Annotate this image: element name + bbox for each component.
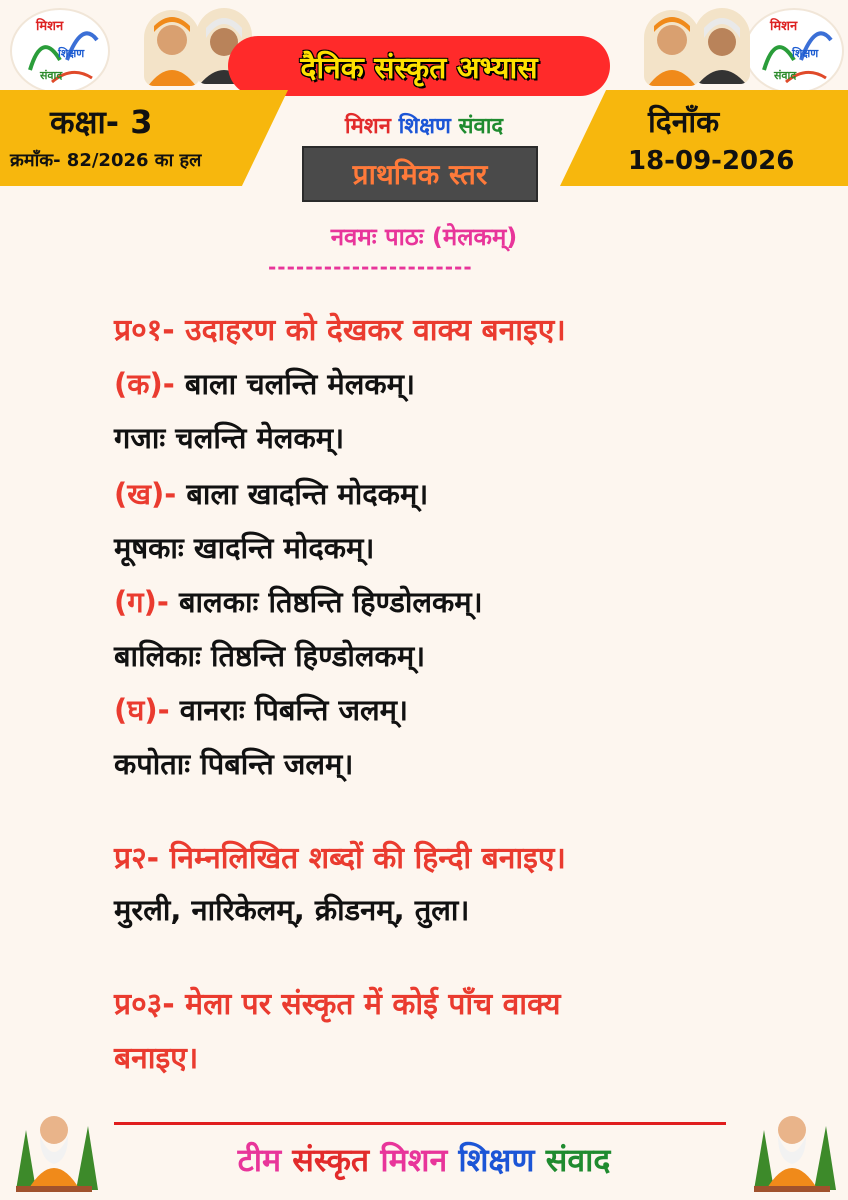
example-sentence: बालकाः तिष्ठन्ति हिण्डोलकम्। — [168, 585, 483, 619]
footer-team-name — [0, 1138, 848, 1181]
footer-word-5: संवाद — [545, 1141, 611, 1179]
portrait-vivekananda-right — [644, 10, 700, 86]
page-title: दैनिक संस्कृत अभ्यास — [228, 36, 610, 96]
mission-logo-right — [744, 8, 844, 94]
logo-word-1: मिशन — [770, 19, 798, 34]
footer-divider — [114, 1122, 726, 1125]
example-sentence: बाला खादन्ति मोदकम्। — [176, 477, 429, 511]
question-2-words: मुरली, नारिकेलम्, क्रीडनम्, तुला। — [114, 893, 470, 927]
item-label: (ख)- — [114, 477, 177, 511]
portrait-kalam-right — [694, 8, 750, 84]
brand-word-2: शिक्षण — [398, 114, 451, 139]
class-label: कक्षा- 3 — [50, 103, 153, 141]
q1-answer-ga: बालिकाः तिष्ठन्ति हिण्डोलकम्। — [114, 639, 426, 673]
question-2-heading: प्र२- निम्नलिखित शब्दों की हिन्दी बनाइए। — [114, 841, 566, 876]
q1-item-ka — [114, 364, 415, 403]
level-badge: प्राथमिक स्तर — [302, 146, 538, 202]
dashed-underline: ---------------------- — [268, 255, 473, 279]
mission-logo-left — [10, 8, 110, 94]
q1-item-ga — [114, 582, 483, 621]
question-3-heading-line1: प्र०३- मेला पर संस्कृत में कोई पाँच वाक्य — [114, 987, 561, 1022]
q1-answer-kha: मूषकाः खादन्ति मोदकम्। — [114, 531, 375, 565]
brand-name — [290, 110, 558, 140]
lesson-title: नवमः पाठः (मेलकम्) — [330, 223, 518, 251]
portrait-vivekananda-left — [144, 10, 200, 86]
item-label: (क)- — [114, 367, 175, 401]
brand-word-1: मिशन — [344, 114, 391, 139]
logo-word-3: संवाद — [774, 69, 797, 82]
footer-word-2: संस्कृत — [292, 1141, 370, 1179]
serial-number: क्रमाँक- 82/2026 का हल — [10, 150, 202, 171]
example-sentence: वानराः पिबन्ति जलम्। — [169, 693, 408, 727]
logo-word-2: शिक्षण — [792, 47, 819, 60]
date-label: दिनाँक — [648, 105, 720, 140]
logo-word-2: शिक्षण — [58, 47, 85, 60]
q1-item-kha — [114, 474, 428, 513]
item-label: (ग)- — [114, 585, 169, 619]
question-1-heading: प्र०१- उदाहरण को देखकर वाक्य बनाइए। — [114, 313, 566, 348]
logo-word-1: मिशन — [36, 19, 64, 34]
question-3-heading-line2: बनाइए। — [114, 1041, 199, 1076]
q1-answer-gha: कपोताः पिबन्ति जलम्। — [114, 747, 354, 781]
footer-word-3: मिशन — [380, 1141, 448, 1179]
item-label: (घ)- — [114, 693, 170, 727]
date-value: 18-09-2026 — [628, 146, 795, 176]
brand-word-3: संवाद — [458, 114, 504, 139]
example-sentence: बाला चलन्ति मेलकम्। — [174, 367, 416, 401]
q1-answer-ka: गजाः चलन्ति मेलकम्। — [114, 421, 345, 455]
footer-word-4: शिक्षण — [458, 1141, 535, 1179]
footer-word-1: टीम — [237, 1141, 282, 1179]
logo-word-3: संवाद — [40, 69, 63, 82]
q1-item-gha — [114, 690, 408, 729]
